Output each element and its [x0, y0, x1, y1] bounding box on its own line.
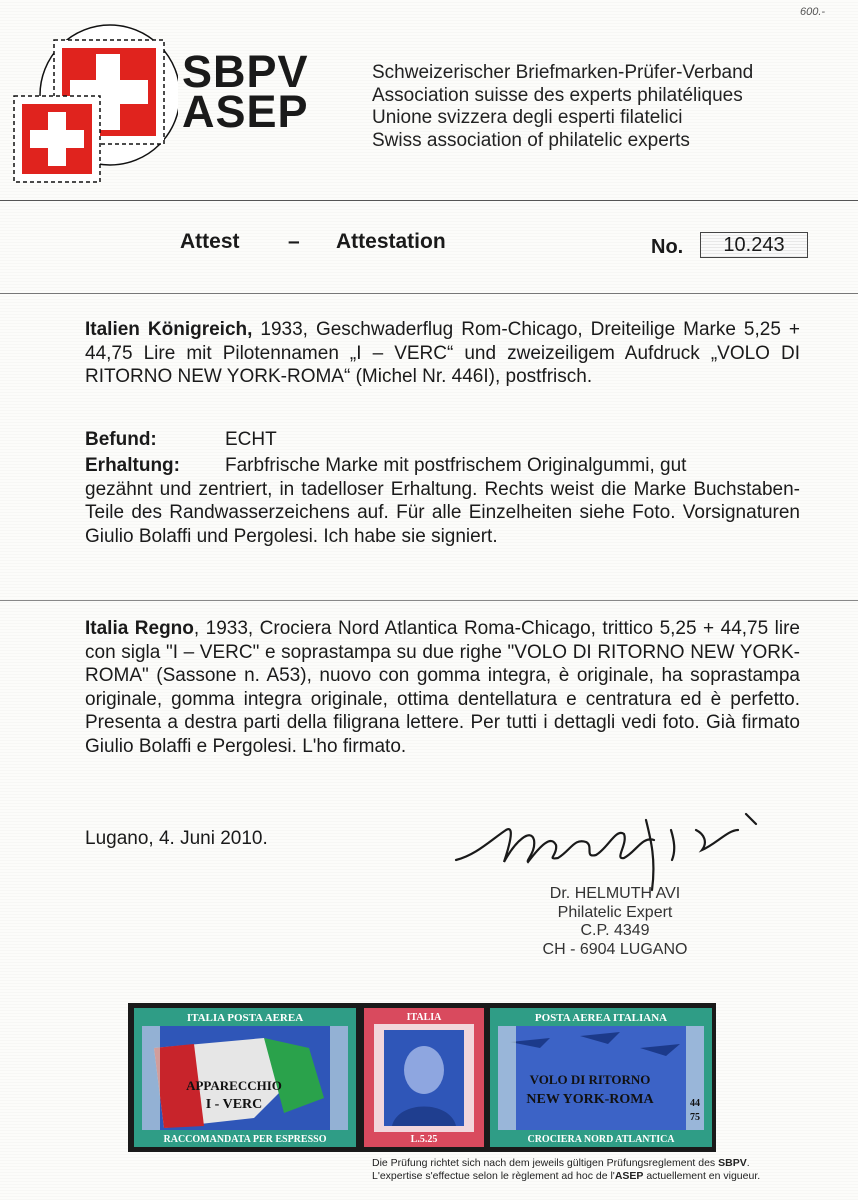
german-description [85, 318, 800, 389]
stamp-left-flag [134, 1008, 356, 1147]
association-names [372, 62, 753, 152]
stamp-right-value-top: 44 [690, 1098, 700, 1109]
stamp-mid-value: L.5.25 [410, 1134, 438, 1145]
expert-role: Philatelic Expert [557, 903, 673, 921]
corner-price-note: 600.- [800, 6, 826, 18]
association-de: Schweizerischer Briefmarken-Prüfer-Verband [372, 62, 754, 83]
stamp-right-planes [490, 1008, 712, 1147]
title-dash: – [288, 230, 300, 253]
footer-de-text: Die Prüfung richtet sich nach dem jeweils gültigen Prüfungsreglement des [372, 1157, 719, 1169]
stamp-left-overprint-1: APPARECCHIO [186, 1078, 282, 1093]
stamp-left-bottom-text: RACCOMANDATA PER ESPRESSO [163, 1134, 327, 1145]
footer-de-end: . [746, 1157, 750, 1169]
german-subject-text: 1933, Geschwaderflug Rom-Chicago, Dreiteilige Marke 5,25 + 44,75 Lire mit Pilotennamen „I – VERC“ und zweizeiligem Aufdruck „VOLO DI RITORNO NEW YORK-ROMA“ (Michel Nr. 446I), postfrisch. [85, 319, 800, 387]
association-it: Unione svizzera degli esperti filatelici [372, 107, 683, 128]
title-attestation: Attestation [336, 230, 446, 253]
stamp-middle-king [364, 1008, 484, 1147]
italian-subject-text: , 1933, Crociera Nord Atlantica Roma-Chicago, trittico 5,25 + 44,75 lire con sigla "I – VERC" e soprastampa su due righe "VOLO DI RITORNO NEW YORK-ROMA" (Sassone n. A53), nuovo con gomma integra, è originale, ha soprastampa originale, gomma integra originale, ottima dentellatura e centratura ed è perfetto. Presenta a destra parti della filigrana lettere. Per tutti i dettagli vedi foto. Già firmato Giulio Bolaffi e Pergolesi. L'ho firmato. [85, 618, 800, 757]
footer-legal [372, 1157, 760, 1183]
footer-line-de [372, 1157, 760, 1170]
erhaltung-rest: gezähnt und zentriert, in tadelloser Erhaltung. Rechts weist die Marke Buchstaben-Teile des Randwasserzeichens auf. Für alle Einzelheiten siehe Foto. Vorsignaturen Giulio Bolaffi und Pergolesi. Ich habe sie signiert. [85, 478, 800, 547]
stamp-right-overprint-1: VOLO DI RITORNO [529, 1072, 651, 1087]
erhaltung-paragraph [85, 454, 800, 548]
erhaltung-label: Erhaltung: [85, 455, 180, 476]
stamp-right-top-text: POSTA AEREA ITALIANA [534, 1012, 668, 1024]
place-date: Lugano, 4. Juni 2010. [85, 828, 268, 849]
footer-de-bold: SBPV [718, 1157, 747, 1169]
footer-line-fr [372, 1170, 760, 1183]
erhaltung-first: Farbfrische Marke mit postfrischem Originalgummi, gut [225, 455, 687, 476]
stamp-right-value-bottom: 75 [690, 1112, 700, 1123]
expert-box: C.P. 4349 [580, 922, 650, 939]
italian-subject-bold: Italia Regno [85, 618, 194, 639]
befund-value: ECHT [225, 429, 277, 450]
befund-row [85, 428, 800, 452]
erhaltung-first-line [85, 454, 800, 478]
header-divider [0, 200, 858, 201]
stamp-mid-top-text: ITALIA [406, 1012, 442, 1023]
expert-address [520, 885, 710, 959]
stamp-left-top-text: ITALIA POSTA AEREA [186, 1012, 304, 1024]
title-attest: Attest [180, 230, 240, 253]
expert-name: Dr. HELMUTH AVI [549, 885, 681, 902]
language-divider [0, 600, 858, 601]
stamp-left-overprint-2: I - VERC [205, 1097, 263, 1112]
title-divider [0, 293, 858, 294]
number-label: No. [651, 236, 684, 258]
association-en: Swiss association of philatelic experts [372, 129, 690, 151]
footer-fr-bold: ASEP [614, 1170, 644, 1182]
footer-fr-text: L'expertise s'effectue selon le règlement ad hoc de l' [372, 1170, 615, 1182]
brand-line-asep: ASEP [182, 86, 309, 137]
association-fr: Association suisse des experts philatéliques [372, 84, 743, 106]
italian-description [85, 617, 800, 758]
brand-line-sbpv: SBPV [182, 46, 309, 97]
german-subject-bold: Italien Königreich, [85, 319, 253, 340]
brand-name [182, 46, 309, 137]
sbpv-logo [8, 12, 178, 187]
footer-fr-end: actuellement en vigueur. [643, 1170, 761, 1182]
stamp-right-bottom-text: CROCIERA NORD ATLANTICA [527, 1134, 675, 1145]
expert-city: CH - 6904 LUGANO [542, 940, 688, 958]
stamp-right-overprint-2: NEW YORK-ROMA [526, 1092, 654, 1107]
certificate-number: 10.243 [700, 232, 808, 258]
befund-label: Befund: [85, 429, 157, 450]
